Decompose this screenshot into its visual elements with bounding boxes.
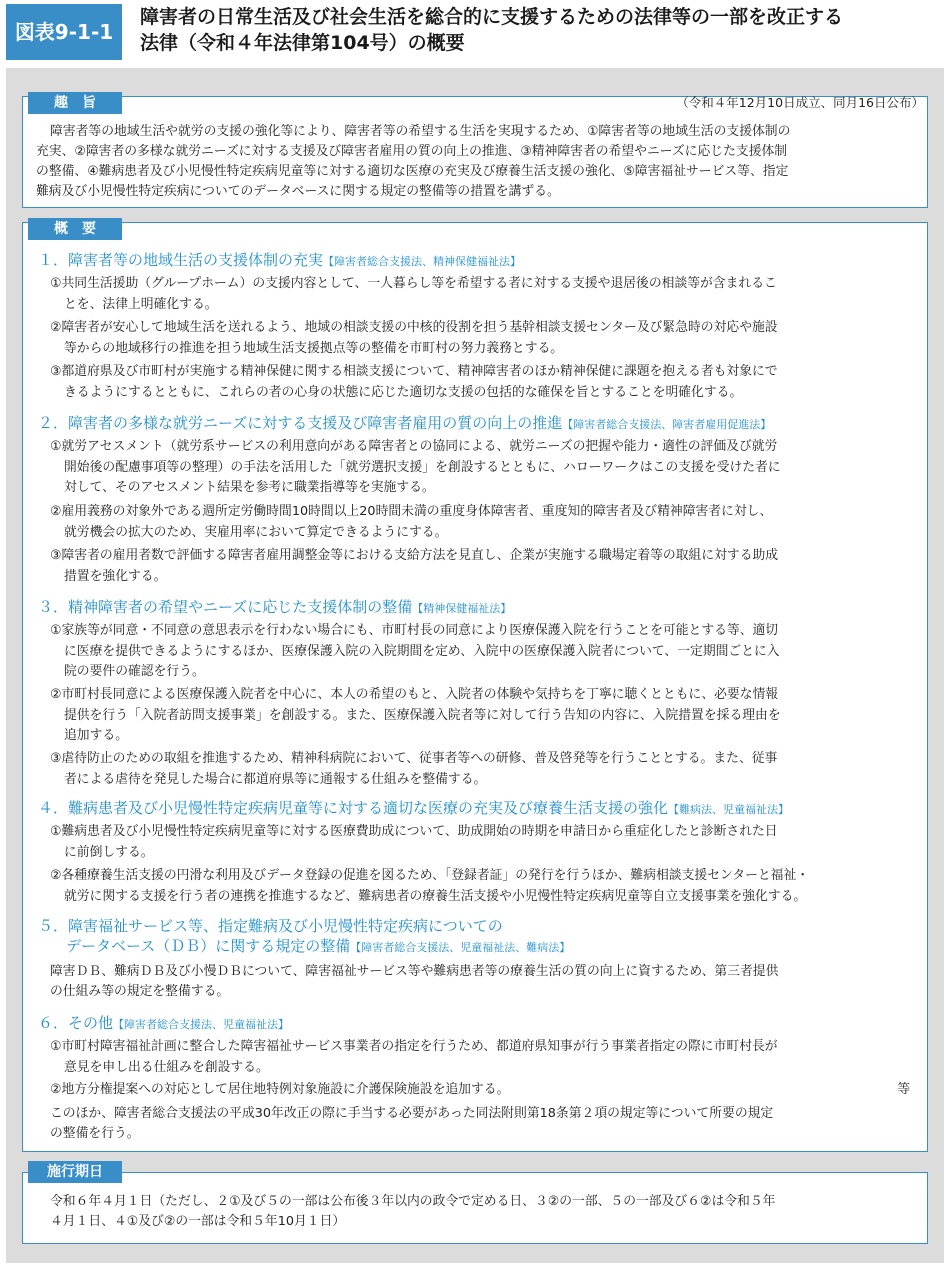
section-6-item-2 <box>50 1080 910 1101</box>
item-line: 措置を強化する。 <box>64 568 167 584</box>
title-line-2: 法律（令和４年法律第104号）の概要 <box>140 32 465 54</box>
section-3-item-1 <box>50 621 910 683</box>
section-3-item-2 <box>50 685 910 747</box>
section-1-item-1 <box>50 274 910 315</box>
section-6-body <box>50 1104 910 1144</box>
section-4-heading <box>38 798 789 820</box>
section-1-heading <box>38 250 521 272</box>
section-law: 【障害者総合支援法、障害者雇用促進法】 <box>562 418 772 431</box>
item-line: ①家族等が同意・不同意の意思表示を行わない場合にも、市町村長の同意により医療保護入院を行うことを可能とする等、適切 <box>50 623 779 638</box>
section-5-heading <box>38 916 570 958</box>
enforcement-line: 令和６年４月１日（ただし、２①及び５の一部は公布後３年以内の政令で定める日、３②の一部、５の一部及び６②は令和５年 <box>50 1194 776 1209</box>
section-heading-continued <box>38 936 570 958</box>
item-line: 意見を申し出る仕組みを創設する。 <box>64 1059 269 1075</box>
body-line: 障害ＤＢ、難病ＤＢ及び小慢ＤＢについて、障害福祉サービス等や難病患者等の療養生活の質の向上に資するため、第三者提供 <box>50 964 779 979</box>
section-6-item-1 <box>50 1037 910 1078</box>
item-line: に前倒しする。 <box>64 844 154 860</box>
section-heading-text: ５．障害福祉サービス等、指定難病及び小児慢性特定疾病についての <box>38 917 503 935</box>
section-heading-text: ４．難病患者及び小児慢性特定疾病児童等に対する適切な医療の充実及び療養生活支援の強化 <box>38 799 669 817</box>
item-line: 開始後の配慮事項等の整理）の手法を活用した「就労選択支援」を創設するとともに、ハローワークはこの支援を受けた者に <box>64 459 781 475</box>
section-2-item-3 <box>50 546 910 587</box>
item-line: 者による虐待を発見した場合に都道府県等に通報する仕組みを整備する。 <box>64 771 487 787</box>
section-4-item-2 <box>50 866 910 907</box>
purpose-line: の整備、④難病患者及び小児慢性特定疾病児童等に対する適切な医療の充実及び療養生活支援の強化、⑤障害福祉サービス等、指定 <box>36 164 789 179</box>
section-2-item-1 <box>50 437 910 499</box>
enactment-date: （令和４年12月10日成立、同月16日公布） <box>676 95 924 110</box>
item-line: ②地方分権提案への対応として居住地特例対象施設に介護保険施設を追加する。 <box>50 1082 510 1097</box>
item-line: ②雇用義務の対象外である週所定労働時間10時間以上20時間未満の重度身体障害者、重度知的障害者及び精神障害者に対し、 <box>50 504 773 519</box>
section-2-item-2 <box>50 502 910 543</box>
purpose-tag: 趣 旨 <box>28 92 122 114</box>
etc-marker: 等 <box>897 1082 910 1097</box>
item-line: きるようにするとともに、これらの者の心身の状態に応じた適切な支援の包括的な確保を旨とすることを明確化する。 <box>64 384 743 400</box>
section-3-heading <box>38 597 511 619</box>
body-line: の整備を行う。 <box>50 1126 140 1141</box>
overview-tag: 概 要 <box>28 218 122 240</box>
item-line: に医療を提供できるようにするほか、医療保護入院の入院期間を定め、入院中の医療保護入院者について、一定期間ごとに入 <box>64 643 780 659</box>
section-1-item-3 <box>50 362 910 403</box>
section-law: 【精神保健福祉法】 <box>412 602 512 615</box>
section-heading-text: ２．障害者の多様な就労ニーズに対する支援及び障害者雇用の質の向上の推進 <box>38 414 563 432</box>
section-3-item-3 <box>50 749 910 790</box>
section-4-item-1 <box>50 822 910 863</box>
section-heading-text: ３．精神障害者の希望やニーズに応じた支援体制の整備 <box>38 598 413 616</box>
item-line: ②各種療養生活支援の円滑な利用及びデータ登録の促進を図るため、「登録者証」の発行を行うほか、難病相談支援センターと福祉・ <box>50 868 810 883</box>
section-6-heading <box>38 1013 289 1035</box>
item-line: ①難病患者及び小児慢性特定疾病児童等に対する医療費助成について、助成開始の時期を申請日から重症化したと診断された日 <box>50 824 778 839</box>
item-line: 等からの地域移行の推進を担う地域生活支援拠点等の整備を市町村の努力義務とする。 <box>64 340 564 356</box>
title-box <box>126 4 944 60</box>
section-law: 【障害者総合支援法、児童福祉法】 <box>113 1018 290 1031</box>
item-line: ③障害者の雇用者数で評価する障害者雇用調整金等における支給方法を見直し、企業が実施する職場定着等の取組に対する助成 <box>50 548 779 563</box>
item-line: ②障害者が安心して地域生活を送れるよう、地域の相談支援の中核的役割を担う基幹相談支援センター及び緊急時の対応や施設 <box>50 320 778 335</box>
section-law: 【障害者総合支援法、児童福祉法、難病法】 <box>350 941 571 954</box>
section-heading-text: ６．その他 <box>38 1014 114 1032</box>
body-line: の仕組み等の規定を整備する。 <box>50 984 230 999</box>
item-line: ①市町村障害福祉計画に整合した障害福祉サービス事業者の指定を行うため、都道府県知事が行う事業者指定の際に市町村長が <box>50 1039 778 1054</box>
item-line: とを、法律上明確化する。 <box>64 296 218 312</box>
section-law: 【難病法、児童福祉法】 <box>668 803 790 816</box>
item-line: ②市町村長同意による医療保護入院者を中心に、本人の希望のもと、入院者の体験や気持ちを丁寧に聴くとともに、必要な情報 <box>50 687 779 702</box>
enforcement-tag: 施行期日 <box>28 1161 122 1183</box>
figure-label: 図表9-1-1 <box>6 4 122 60</box>
item-line: ③都道府県及び市町村が実施する精神保健に関する相談支援について、精神障害者のほか精神保健に課題を抱える者も対象にで <box>50 364 778 379</box>
section-heading-text: １．障害者等の地域生活の支援体制の充実 <box>38 251 324 269</box>
item-line: ①共同生活援助（グループホーム）の支援内容として、一人暮らし等を希望する者に対する支援や退居後の相談等が含まれるこ <box>50 276 777 291</box>
purpose-line: 障害者等の地域生活や就労の支援の強化等により、障害者等の希望する生活を実現するため、①障害者等の地域生活の支援体制の <box>50 124 791 139</box>
item-line: ①就労アセスメント（就労系サービスの利用意向がある障害者との協同による、就労ニーズの把握や能力・適性の評価及び就労 <box>50 439 778 454</box>
title-line-1: 障害者の日常生活及び社会生活を総合的に支援するための法律等の一部を改正する <box>140 6 844 28</box>
item-line: 院の要件の確認を行う。 <box>64 664 205 679</box>
purpose-line: 充実、②障害者の多様な就労ニーズに対する支援及び障害者雇用の質の向上の推進、③精神障害者の希望やニーズに応じた支援体制 <box>36 144 788 159</box>
body-line: このほか、障害者総合支援法の平成30年改正の際に手当する必要があった同法附則第18条第２項の規定等について所要の規定 <box>50 1106 774 1121</box>
item-line: 対して、そのアセスメント結果を参考に職業指導等を実施する。 <box>64 480 435 495</box>
figure-header <box>0 0 950 64</box>
item-line: ③虐待防止のための取組を推進するため、精神科病院において、従事者等への研修、普及啓発等を行うこととする。また、従事 <box>50 751 778 766</box>
enforcement-text <box>50 1192 920 1232</box>
purpose-text <box>36 122 916 202</box>
item-line: 就労に関する支援を行う者の連携を推進するなど、難病患者の療養生活支援や小児慢性特定疾病児童等自立支援事業を強化する。 <box>64 888 807 904</box>
item-line: 提供を行う「入院者訪問支援事業」を創設する。また、医療保護入院者等に対して行う告知の内容に、入院措置を採る理由を <box>64 707 781 723</box>
item-line: 就労機会の拡大のため、実雇用率において算定できるようにする。 <box>64 524 448 540</box>
section-law: 【障害者総合支援法、精神保健福祉法】 <box>323 255 522 268</box>
section-1-item-2 <box>50 318 910 359</box>
item-line: 追加する。 <box>64 728 128 743</box>
section-5-body <box>50 962 910 1002</box>
enforcement-line: ４月１日、４①及び②の一部は令和５年10月１日） <box>50 1214 346 1229</box>
purpose-line: 難病及び小児慢性特定疾病についてのデータベースに関する規定の整備等の措置を講ずる。 <box>36 184 560 199</box>
section-heading-text-2: データベース（ＤＢ）に関する規定の整備 <box>66 937 351 955</box>
section-2-heading <box>38 413 771 435</box>
